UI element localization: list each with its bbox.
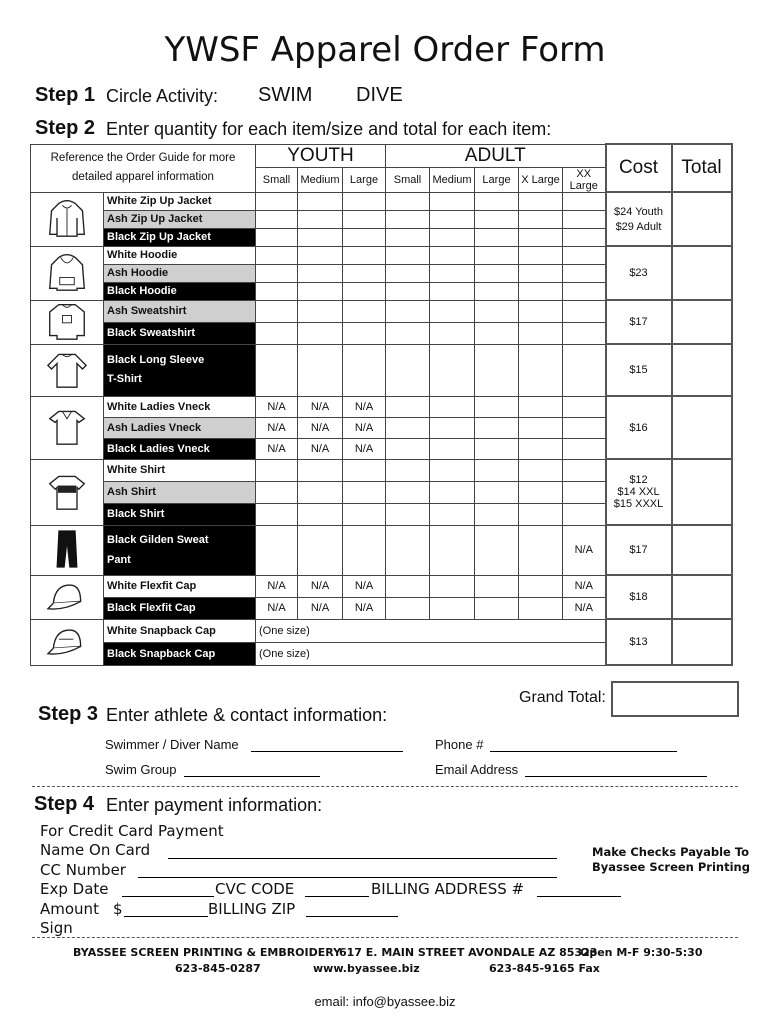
na-cell: N/A (256, 575, 298, 597)
item-white-shirt: White Shirt (104, 459, 256, 481)
footer-phone: 623-845-0287 (175, 962, 261, 975)
total-pant[interactable] (672, 525, 732, 575)
qty-cell[interactable] (343, 322, 386, 344)
item-ash-ladies-vneck: Ash Ladies Vneck (104, 417, 256, 438)
qty-cell[interactable] (386, 525, 430, 575)
qty-cell[interactable] (519, 575, 563, 597)
item-black-snapback-cap: Black Snapback Cap (104, 642, 256, 665)
qty-cell[interactable] (298, 300, 343, 322)
qty-cell[interactable] (519, 192, 563, 210)
qty-cell[interactable] (386, 438, 430, 459)
qty-cell[interactable] (256, 246, 298, 264)
size-adult-xxlarge: XX Large (563, 167, 606, 192)
qty-cell[interactable] (386, 417, 430, 438)
qty-cell[interactable] (430, 525, 475, 575)
qty-cell[interactable] (386, 597, 430, 619)
qty-cell[interactable] (430, 300, 475, 322)
cost-shirt-base: $12 (629, 474, 648, 486)
na-cell: N/A (343, 438, 386, 459)
item-ash-sweatshirt: Ash Sweatshirt (104, 300, 256, 322)
qty-cell[interactable] (519, 228, 563, 246)
qty-cell[interactable] (475, 459, 519, 481)
qty-cell[interactable] (343, 210, 386, 228)
footer-email[interactable]: email: info@byassee.biz (314, 994, 456, 1009)
qty-cell[interactable] (256, 525, 298, 575)
qty-cell[interactable] (256, 192, 298, 210)
qty-cell[interactable] (519, 300, 563, 322)
qty-cell[interactable] (563, 264, 606, 282)
step2-label: Step 2 (35, 117, 96, 139)
qty-cell[interactable] (430, 459, 475, 481)
qty-cell[interactable] (256, 503, 298, 525)
item-white-ladies-vneck: White Ladies Vneck (104, 396, 256, 417)
step3-label: Step 3 (38, 703, 99, 725)
checks-payable-line1: Make Checks Payable To (592, 845, 750, 859)
qty-cell[interactable] (298, 525, 343, 575)
item-ash-shirt: Ash Shirt (104, 481, 256, 503)
qty-cell[interactable] (386, 503, 430, 525)
sign-label: Sign (40, 919, 73, 937)
cost-jacket-youth: $24 Youth (614, 205, 663, 218)
qty-cell[interactable] (343, 228, 386, 246)
qty-cell[interactable] (386, 282, 430, 300)
qty-cell[interactable] (475, 228, 519, 246)
qty-cell[interactable] (343, 282, 386, 300)
cost-jacket (606, 192, 672, 246)
qty-cell[interactable] (343, 503, 386, 525)
step2-desc: Enter quantity for each item/size and total for each item: (106, 119, 552, 139)
order-table (30, 143, 733, 666)
qty-cell[interactable] (386, 575, 430, 597)
youth-header: YOUTH (256, 144, 386, 167)
activity-swim[interactable]: SWIM (258, 84, 313, 106)
qty-cell[interactable] (475, 503, 519, 525)
name-on-card-label: Name On Card (40, 841, 151, 859)
email-label: Email Address (435, 762, 519, 777)
step4-desc: Enter payment information: (106, 795, 323, 815)
item-black-long-sleeve-line2: T-Shirt (107, 373, 142, 385)
cost-vneck: $16 (606, 396, 672, 459)
qty-cell[interactable] (386, 210, 430, 228)
qty-cell[interactable] (386, 300, 430, 322)
qty-cell[interactable] (298, 210, 343, 228)
cost-shirt-xxxl: $15 XXXL (613, 498, 664, 510)
qty-cell[interactable] (430, 282, 475, 300)
size-youth-large: Large (343, 167, 386, 192)
qty-cell[interactable] (563, 300, 606, 322)
qty-cell[interactable] (430, 597, 475, 619)
qty-cell[interactable] (386, 322, 430, 344)
cvc-field[interactable] (305, 882, 369, 897)
footer-website[interactable]: www.byassee.biz (313, 962, 420, 975)
cost-snapback: $13 (606, 619, 672, 665)
item-black-sweat-pant-line1: Black Gilden Sweat (107, 534, 209, 546)
cc-header: For Credit Card Payment (40, 822, 224, 840)
total-jacket[interactable] (672, 192, 732, 246)
na-cell: N/A (298, 575, 343, 597)
item-black-hoodie: Black Hoodie (104, 282, 256, 300)
qty-cell[interactable] (563, 192, 606, 210)
size-adult-small: Small (386, 167, 430, 192)
qty-cell[interactable] (430, 396, 475, 417)
step1-label: Step 1 (35, 84, 96, 106)
qty-cell[interactable] (519, 481, 563, 503)
name-on-card-field[interactable] (168, 843, 557, 859)
qty-cell[interactable] (475, 192, 519, 210)
email-field[interactable] (525, 761, 707, 777)
qty-cell[interactable] (519, 396, 563, 417)
footer-company: BYASSEE SCREEN PRINTING & EMBROIDERY (73, 946, 342, 959)
size-adult-xlarge: X Large (519, 167, 563, 192)
cc-number-label: CC Number (40, 861, 126, 879)
cost-sweatshirt: $17 (606, 300, 672, 344)
qty-cell[interactable] (343, 459, 386, 481)
cost-header: Cost (606, 144, 672, 192)
qty-cell[interactable] (563, 396, 606, 417)
step1-desc: Circle Activity: (106, 86, 219, 106)
step4-label: Step 4 (34, 793, 95, 815)
qty-cell[interactable] (519, 417, 563, 438)
cost-pant: $17 (606, 525, 672, 575)
item-white-flexfit-cap: White Flexfit Cap (104, 575, 256, 597)
qty-cell[interactable] (475, 438, 519, 459)
divider-line (32, 786, 738, 787)
qty-cell[interactable] (430, 575, 475, 597)
na-cell: N/A (563, 597, 606, 619)
qty-cell[interactable] (430, 417, 475, 438)
billing-zip-label: BILLING ZIP (208, 900, 296, 918)
item-white-snapback-cap: White Snapback Cap (104, 619, 256, 642)
item-ash-zip-jacket: Ash Zip Up Jacket (104, 210, 256, 228)
qty-cell[interactable] (386, 344, 430, 396)
phone-field[interactable] (490, 736, 677, 752)
qty-cell[interactable] (430, 210, 475, 228)
qty-cell[interactable] (563, 322, 606, 344)
na-cell: N/A (256, 396, 298, 417)
qty-cell[interactable] (298, 481, 343, 503)
qty-cell[interactable] (475, 264, 519, 282)
qty-cell[interactable] (430, 246, 475, 264)
qty-cell[interactable] (256, 210, 298, 228)
qty-cell[interactable] (519, 525, 563, 575)
qty-cell[interactable] (386, 396, 430, 417)
na-cell: N/A (256, 597, 298, 619)
cost-shirt-xxl: $14 XXL (617, 486, 660, 498)
total-shirt[interactable] (672, 459, 732, 525)
na-cell: N/A (298, 396, 343, 417)
amount-field[interactable] (124, 902, 208, 917)
qty-cell[interactable] (430, 344, 475, 396)
jacket-icon (31, 192, 104, 246)
qty-cell[interactable] (475, 344, 519, 396)
cost-longsleeve: $15 (606, 344, 672, 396)
qty-cell[interactable] (563, 438, 606, 459)
dollar-sign: $ (113, 900, 123, 918)
item-white-hoodie: White Hoodie (104, 246, 256, 264)
total-longsleeve[interactable] (672, 344, 732, 396)
item-black-ladies-vneck: Black Ladies Vneck (104, 438, 256, 459)
item-black-sweat-pant (104, 525, 256, 575)
qty-cell[interactable] (256, 459, 298, 481)
item-black-flexfit-cap: Black Flexfit Cap (104, 597, 256, 619)
size-youth-small: Small (256, 167, 298, 192)
activity-dive[interactable]: DIVE (356, 84, 403, 106)
qty-cell[interactable] (519, 264, 563, 282)
swimmer-name-label: Swimmer / Diver Name (105, 737, 239, 752)
cost-shirt (606, 459, 672, 525)
billing-address-field[interactable] (537, 882, 621, 897)
total-hoodie[interactable] (672, 246, 732, 300)
qty-cell[interactable] (298, 503, 343, 525)
qty-cell[interactable] (475, 396, 519, 417)
qty-cell[interactable] (386, 459, 430, 481)
item-ash-hoodie: Ash Hoodie (104, 264, 256, 282)
billing-zip-field[interactable] (306, 902, 398, 917)
cc-number-field[interactable] (138, 862, 557, 878)
qty-cell[interactable] (430, 503, 475, 525)
qty-cell[interactable] (256, 481, 298, 503)
amount-label: Amount (40, 900, 99, 918)
qty-cell[interactable] (343, 264, 386, 282)
qty-cell[interactable] (475, 481, 519, 503)
qty-cell[interactable] (475, 300, 519, 322)
qty-cell[interactable] (343, 344, 386, 396)
step3-desc: Enter athlete & contact information: (106, 705, 388, 725)
grand-total-label: Grand Total: (519, 689, 606, 706)
footer-hours: Open M-F 9:30-5:30 (580, 946, 703, 959)
qty-cell[interactable] (298, 192, 343, 210)
qty-cell[interactable] (519, 322, 563, 344)
qty-cell[interactable] (298, 264, 343, 282)
size-adult-medium: Medium (430, 167, 475, 192)
total-vneck[interactable] (672, 396, 732, 459)
order-guide-note: Reference the Order Guide for more detailed apparel information (31, 144, 256, 192)
longsleeve-icon (31, 344, 104, 396)
qty-cell[interactable] (563, 210, 606, 228)
qty-cell[interactable] (343, 525, 386, 575)
item-black-sweatshirt: Black Sweatshirt (104, 322, 256, 344)
item-black-sweat-pant-line2: Pant (107, 554, 131, 566)
qty-cell[interactable] (563, 459, 606, 481)
qty-cell[interactable] (430, 192, 475, 210)
total-snapback[interactable] (672, 619, 732, 665)
grand-total-box[interactable] (611, 681, 739, 717)
na-cell: N/A (298, 597, 343, 619)
qty-cell[interactable] (519, 210, 563, 228)
qty-cell[interactable] (519, 459, 563, 481)
qty-cell[interactable] (298, 282, 343, 300)
qty-cell[interactable] (475, 282, 519, 300)
qty-cell[interactable] (563, 246, 606, 264)
size-adult-large: Large (475, 167, 519, 192)
qty-cell[interactable] (343, 481, 386, 503)
item-black-long-sleeve (104, 344, 256, 396)
sweatpant-icon (31, 525, 104, 575)
swimmer-name-field[interactable] (251, 736, 403, 752)
qty-cell[interactable] (256, 282, 298, 300)
cost-hoodie: $23 (606, 246, 672, 300)
na-cell: N/A (563, 575, 606, 597)
qty-cell[interactable] (430, 438, 475, 459)
footer-fax: 623-845-9165 Fax (489, 962, 600, 975)
qty-cell[interactable] (386, 192, 430, 210)
na-cell: N/A (343, 396, 386, 417)
qty-cell[interactable] (256, 264, 298, 282)
size-youth-medium: Medium (298, 167, 343, 192)
footer-address: 617 E. MAIN STREET AVONDALE AZ 85323 (339, 946, 598, 959)
total-sweatshirt[interactable] (672, 300, 732, 344)
na-cell: N/A (343, 575, 386, 597)
checks-payable-line2: Byassee Screen Printing (592, 860, 750, 874)
na-cell: N/A (256, 438, 298, 459)
qty-cell[interactable] (563, 282, 606, 300)
swim-group-label: Swim Group (105, 762, 177, 777)
na-cell: N/A (563, 525, 606, 575)
qty-cell[interactable] (475, 575, 519, 597)
qty-cell[interactable] (256, 300, 298, 322)
qty-cell[interactable] (256, 322, 298, 344)
na-cell: N/A (298, 438, 343, 459)
na-cell: N/A (256, 417, 298, 438)
item-black-zip-jacket: Black Zip Up Jacket (104, 228, 256, 246)
qty-cell[interactable] (519, 597, 563, 619)
qty-cell[interactable] (563, 344, 606, 396)
exp-date-field[interactable] (122, 882, 214, 897)
qty-cell[interactable] (430, 228, 475, 246)
one-size-white-snapback[interactable]: (One size) (256, 619, 606, 642)
qty-cell[interactable] (256, 228, 298, 246)
item-black-long-sleeve-line1: Black Long Sleeve (107, 354, 205, 366)
item-black-shirt: Black Shirt (104, 503, 256, 525)
qty-cell[interactable] (298, 246, 343, 264)
qty-cell[interactable] (563, 503, 606, 525)
cost-flexfit: $18 (606, 575, 672, 619)
qty-cell[interactable] (430, 264, 475, 282)
item-white-zip-jacket: White Zip Up Jacket (104, 192, 256, 210)
sweatshirt-icon (31, 300, 104, 344)
qty-cell[interactable] (298, 322, 343, 344)
qty-cell[interactable] (519, 503, 563, 525)
shirt-icon (31, 459, 104, 525)
page-title: YWSF Apparel Order Form (164, 30, 606, 70)
qty-cell[interactable] (475, 210, 519, 228)
billing-address-label: BILLING ADDRESS # (371, 880, 525, 898)
qty-cell[interactable] (343, 246, 386, 264)
qty-cell[interactable] (519, 246, 563, 264)
qty-cell[interactable] (563, 228, 606, 246)
qty-cell[interactable] (519, 438, 563, 459)
signature-line[interactable] (32, 937, 738, 938)
qty-cell[interactable] (563, 481, 606, 503)
na-cell: N/A (343, 597, 386, 619)
qty-cell[interactable] (475, 246, 519, 264)
qty-cell[interactable] (386, 228, 430, 246)
one-size-black-snapback[interactable]: (One size) (256, 642, 606, 665)
qty-cell[interactable] (475, 322, 519, 344)
qty-cell[interactable] (519, 344, 563, 396)
phone-label: Phone # (435, 737, 484, 752)
qty-cell[interactable] (298, 228, 343, 246)
qty-cell[interactable] (343, 300, 386, 322)
qty-cell[interactable] (386, 246, 430, 264)
na-cell: N/A (343, 417, 386, 438)
qty-cell[interactable] (343, 192, 386, 210)
qty-cell[interactable] (430, 322, 475, 344)
qty-cell[interactable] (430, 481, 475, 503)
cvc-label: CVC CODE (215, 880, 295, 898)
qty-cell[interactable] (519, 282, 563, 300)
flexfit-cap-icon (31, 575, 104, 619)
swim-group-field[interactable] (184, 761, 320, 777)
qty-cell[interactable] (475, 525, 519, 575)
total-header: Total (672, 144, 732, 192)
na-cell: N/A (298, 417, 343, 438)
snapback-cap-icon (31, 619, 104, 665)
qty-cell[interactable] (298, 459, 343, 481)
qty-cell[interactable] (563, 417, 606, 438)
qty-cell[interactable] (475, 417, 519, 438)
qty-cell[interactable] (386, 264, 430, 282)
qty-cell[interactable] (298, 344, 343, 396)
adult-header: ADULT (386, 144, 606, 167)
hoodie-icon (31, 246, 104, 300)
qty-cell[interactable] (475, 597, 519, 619)
cost-jacket-adult: $29 Adult (615, 220, 662, 233)
total-flexfit[interactable] (672, 575, 732, 619)
qty-cell[interactable] (256, 344, 298, 396)
qty-cell[interactable] (386, 481, 430, 503)
vneck-icon (31, 396, 104, 459)
exp-date-label: Exp Date (40, 880, 109, 898)
